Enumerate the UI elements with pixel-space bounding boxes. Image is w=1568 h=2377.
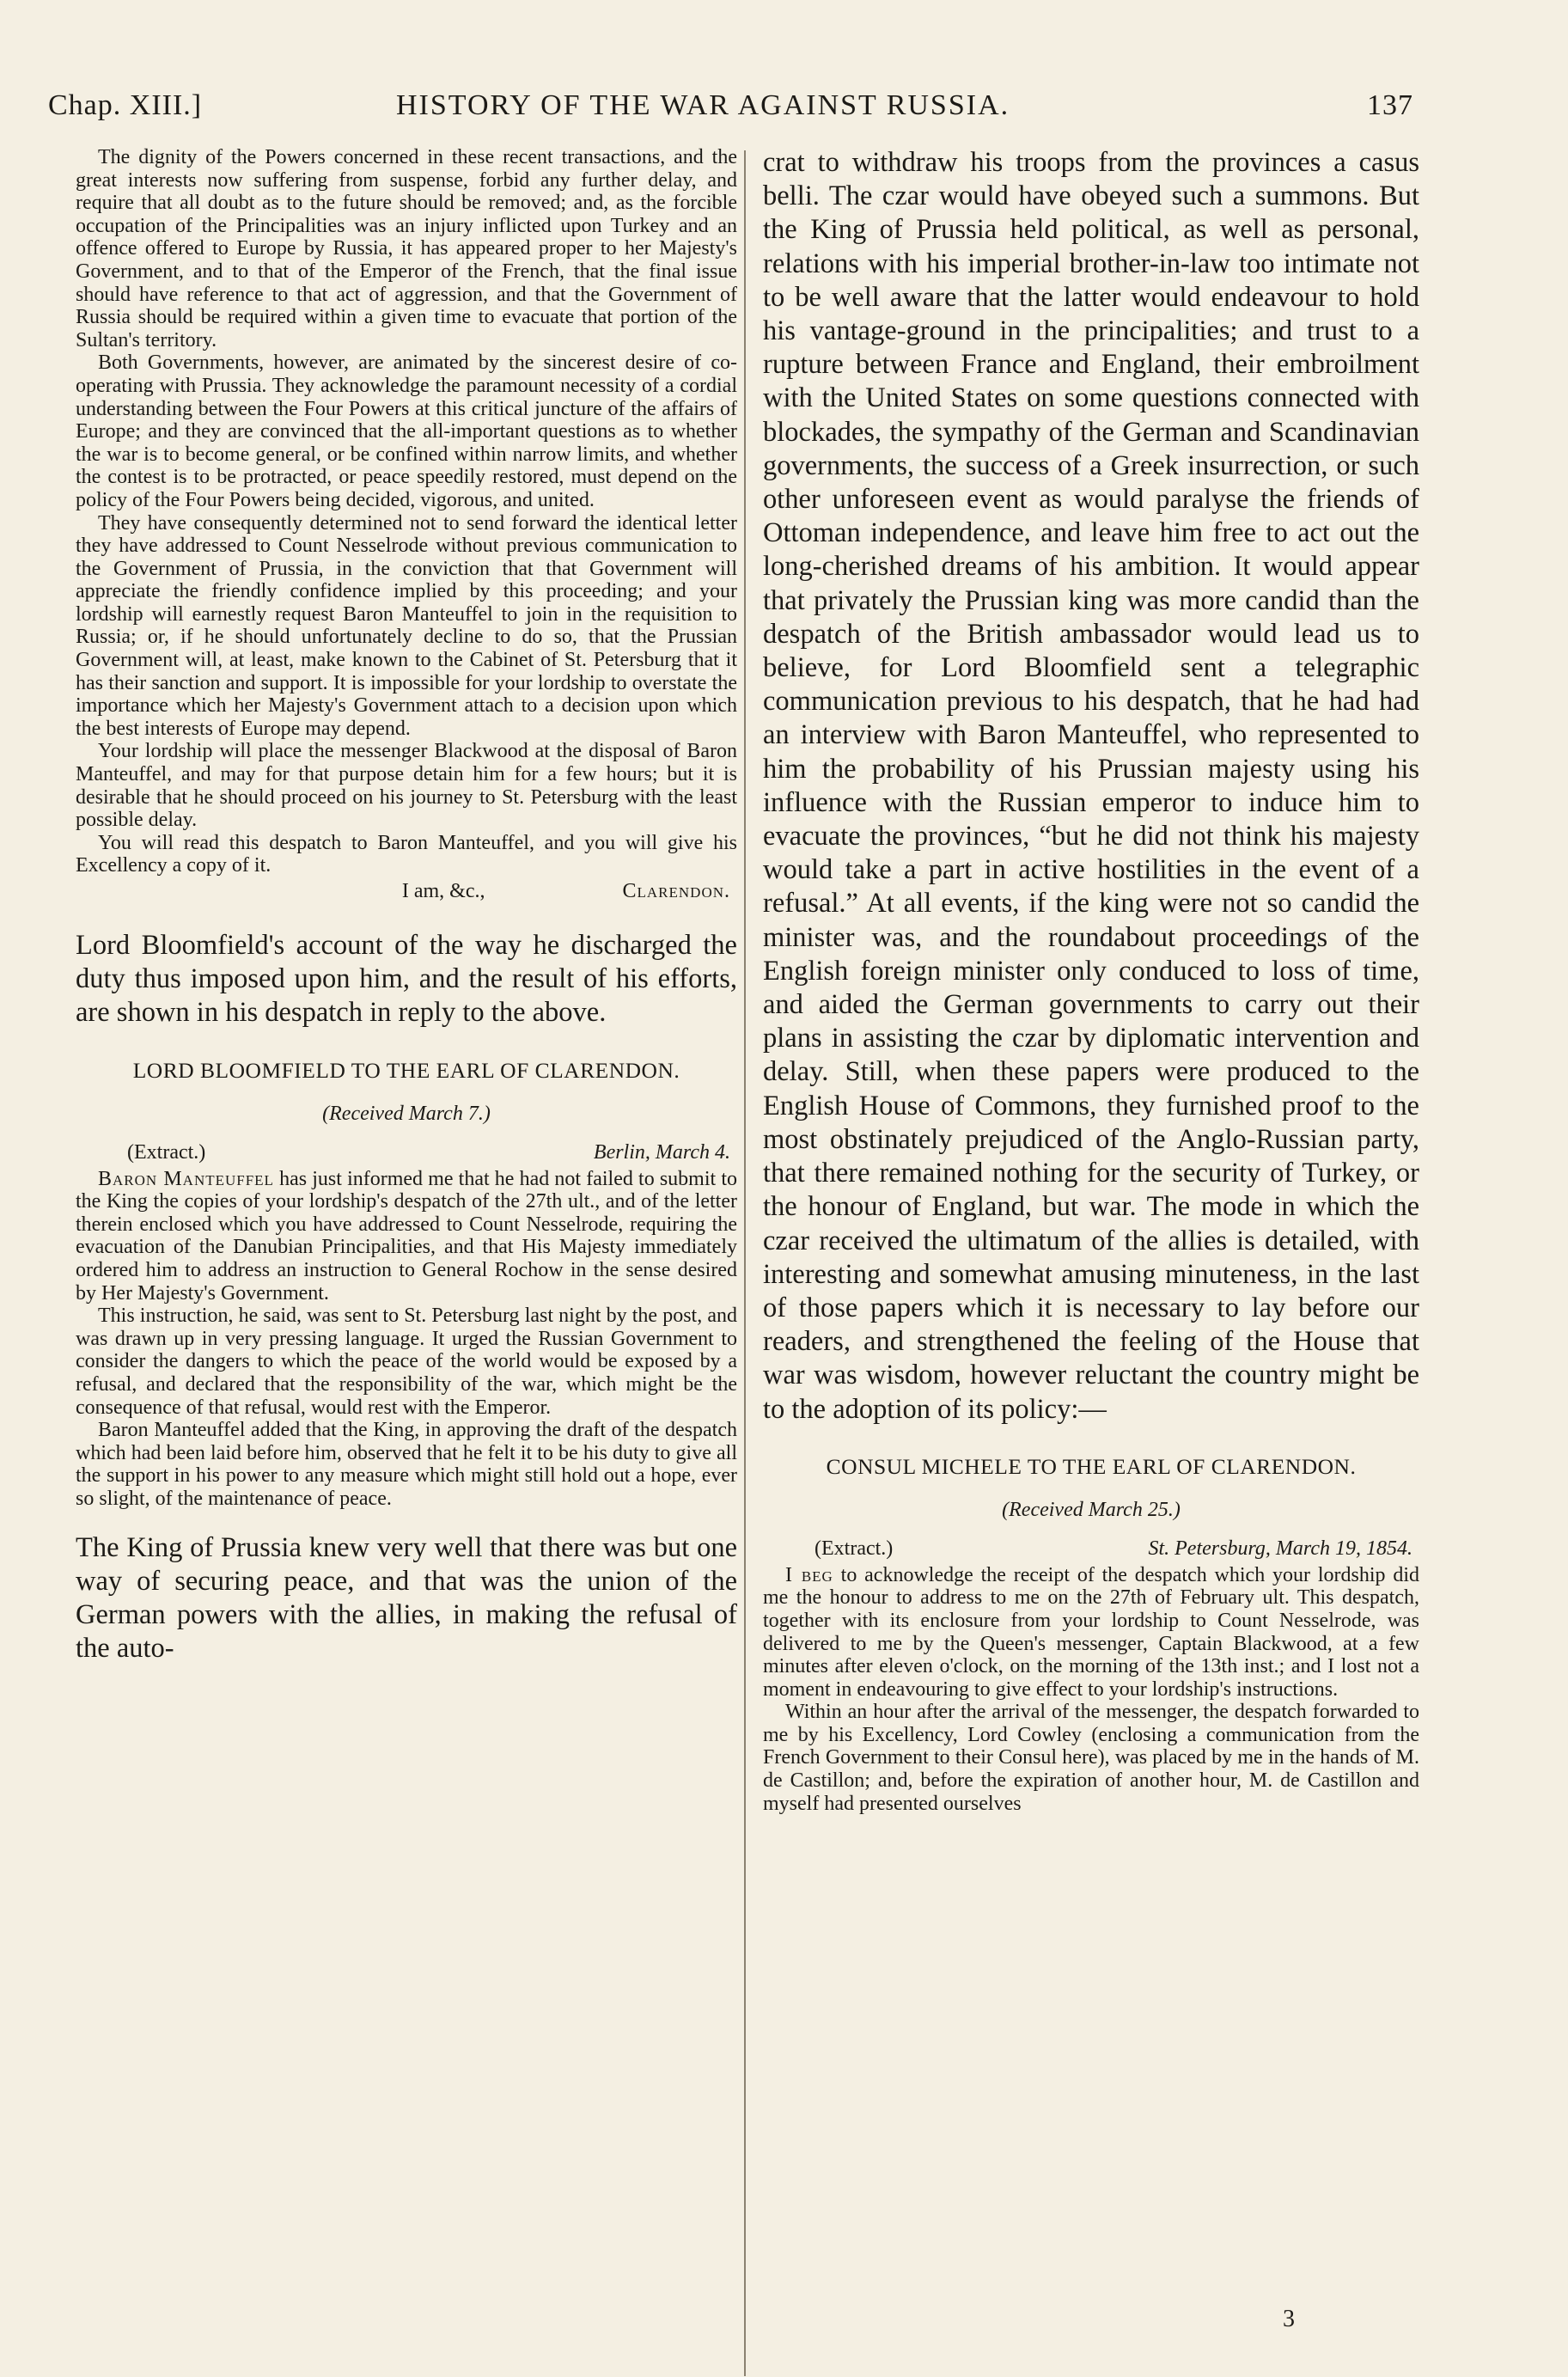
opening-words: I beg <box>785 1563 833 1586</box>
paragraph-text: has just informed me that he had not failed to submit to the King the copies of your lordship's despatch of the 27th ult., and of the letter therein enclosed which you have addressed to Count Nesselrode, requiring the evacuation of the Danubian Principalities, and that His Majesty immediately ordered him to address an instruction to General Rochow in the sense desired by Her Majesty's Government. <box>76 1167 738 1305</box>
paragraph-text: to acknowledge the receipt of the despatch which your lordship did me the honour to address to me on the 27th of February ult. This despatch, together with its enclosure from your lordship to Count Nesselrode, was delivered to me by the Queen's messenger, Captain Blackwood, at a few minutes after eleven o'clock, on the morning of the 13th inst.; and I lost not a moment in endeavouring to give effect to your lordship's instructions. <box>763 1563 1420 1701</box>
place-date: Berlin, March 4. <box>593 1140 730 1164</box>
letter-paragraph: Your lordship will place the messenger Blackwood at the disposal of Baron Manteuffel, and may for that purpose detain him for a few hours; but it is desirable that he should proceed on his journey to St. Petersburg with the least possible delay. <box>76 740 737 832</box>
despatch-body <box>76 1168 737 1511</box>
signature-mark: 3 <box>1283 2306 1295 2332</box>
page-number: 137 <box>1367 89 1413 121</box>
despatch-body <box>763 1564 1419 1816</box>
column-divider <box>744 150 746 2376</box>
despatch-paragraph: This instruction, he said, was sent to St. Petersburg last night by the post, and was drawn up in very pressing language. It urged the Russian Government to consider the dangers to which the peace of the world would be exposed by a refusal, and declared that the responsibility of the war, which might be the consequence of that refusal, would rest with the Emperor. <box>76 1305 737 1419</box>
letter-signature <box>76 879 737 903</box>
narrative-paragraph: The King of Prussia knew very well that there was but one way of securing peace, and that was the union of the German powers with the allies, in making the refusal of the auto- <box>76 1531 737 1665</box>
letter-paragraph: They have consequently determined not to send forward the identical letter they have addressed to Count Nesselrode without previous communication to the Government of Prussia, in the conviction that that Government will appreciate the friendly confidence implied by this proceeding; and your lordship will earnestly request Baron Manteuffel to join in the requisition to Russia; or, if he should unfortunately decline to do so, that the Prussian Government will, at least, make known to the Cabinet of St. Petersburg that it has their sanction and support. It is impossible for your lordship to overstate the importance which her Majesty's Government attach to a decision upon which the best interests of Europe may depend. <box>76 511 737 740</box>
narrative-block <box>76 1531 737 1666</box>
page-title: HISTORY OF THE WAR AGAINST RUSSIA. <box>396 89 1010 121</box>
opening-words: Baron Manteuffel <box>98 1167 274 1190</box>
chapter-label: Chap. XIII.] <box>48 89 203 121</box>
narrative-block <box>76 929 737 1030</box>
extract-line <box>76 1141 737 1164</box>
signature-greeting: I am, &c., <box>401 880 485 902</box>
letter-paragraph: You will read this despatch to Baron Manteuffel, and you will give his Excellency a copy of it. <box>76 831 737 877</box>
extract-line <box>763 1537 1419 1561</box>
right-column <box>763 146 1419 1815</box>
letter-heading: CONSUL MICHELE TO THE EARL OF CLARENDON. <box>826 1453 1357 1479</box>
despatch-paragraph: Within an hour after the arrival of the messenger, the despatch forwarded to me by his Excellency, Lord Cowley (enclosing a communication from the French Government to their Consul here), was placed by me in the hands of M. de Castillon; and, before the expiration of another hour, M. de Castillon and myself had presented ourselves <box>763 1701 1419 1815</box>
letter-heading: LORD BLOOMFIELD TO THE EARL OF CLARENDON. <box>132 1057 680 1083</box>
received-date: (Received March 7.) <box>322 1102 491 1125</box>
letter-continued <box>76 146 737 877</box>
left-column <box>76 146 737 1665</box>
despatch-paragraph <box>763 1564 1419 1702</box>
despatch-paragraph <box>76 1168 737 1305</box>
despatch-paragraph: Baron Manteuffel added that the King, in approving the draft of the despatch which had been laid before him, observed that he felt it to be his duty to give all the support in his power to any measure which might still hold out a hope, ever so slight, of the maintenance of peace. <box>76 1419 737 1510</box>
signature-name: Clarendon. <box>622 880 730 902</box>
place-date: St. Petersburg, March 19, 1854. <box>1148 1537 1412 1560</box>
received-date: (Received March 25.) <box>1002 1498 1181 1521</box>
letter-paragraph: The dignity of the Powers concerned in these recent transactions, and the great interests now suffering from suspense, forbid any further delay, and require that all doubt as to the future should be removed; and, as the forcible occupation of the Principalities was an injury inflicted upon Turkey and an offence offered to Europe by Russia, it has appeared proper to her Majesty's Government, and to that of the Emperor of the French, that the final issue should have reference to that act of aggression, and that the Government of Russia should be required within a given time to evacuate that portion of the Sultan's territory. <box>76 146 737 351</box>
narrative-paragraph: Lord Bloomfield's account of the way he discharged the duty thus imposed upon him, and the result of his efforts, are shown in his despatch in reply to the above. <box>76 930 737 1029</box>
letter-paragraph: Both Governments, however, are animated by the sincerest desire of co-operating with Prussia. They acknowledge the paramount necessity of a cordial understanding between the Four Powers at this critical juncture of the affairs of Europe; and they are convinced that the all-important questions as to whether the war is to become general, or be confined within narrow limits, and whether the contest is to be protracted, or peace speedily restored, must depend on the policy of the Four Powers being decided, vigorous, and united. <box>76 351 737 511</box>
running-header <box>48 84 1423 136</box>
narrative-block <box>763 146 1419 1427</box>
extract-label: (Extract.) <box>127 1140 206 1164</box>
extract-label: (Extract.) <box>815 1537 894 1560</box>
narrative-paragraph: crat to withdraw his troops from the provinces a casus belli. The czar would have obeyed such a summons. But the King of Prussia held political, as well as personal, relations with his imperial brother-in-law too intimate not to be well aware that the latter would endeavour to hold his vantage-ground in the principalities; and trust to a rupture between France and England, their embroilment with the United States on some questions connected with blockades, the sympathy of the German and Scandinavian governments, the success of a Greek insurrection, or such other unforeseen event as would paralyse the friends of Ottoman independence, and leave him free to act out the long-cherished dreams of his ambition. It would appear that privately the Prussian king was more candid than the despatch of the British ambassador would lead us to believe, for Lord Bloomfield sent a telegraphic communication previous to his despatch, that he had had an interview with Baron Manteuffel, who represented to him the probability of his Prussian majesty using his influence with the Russian emperor to induce him to evacuate the provinces, “but he did not think his majesty would take a part in active hostilities in the event of a refusal.” At all events, if the king were not so candid the minister was, and the roundabout proceedings of the English foreign minister only conduced to loss of time, and aided the German governments to carry out their plans in assisting the czar by diplomatic intervention and delay. Still, when these papers were produced to the English House of Commons, they furnished proof to the most obstinately prejudiced of the Anglo-Russian party, that there remained nothing for the security of Turkey, or the honour of England, but war. The mode in which the czar received the ultimatum of the allies is detailed, with interesting and somewhat amusing minuteness, in the last of those papers which it is necessary to lay before our readers, and strengthened the feeling of the House that war was wisdom, however reluctant the country might be to the adoption of its policy:— <box>763 147 1419 1425</box>
